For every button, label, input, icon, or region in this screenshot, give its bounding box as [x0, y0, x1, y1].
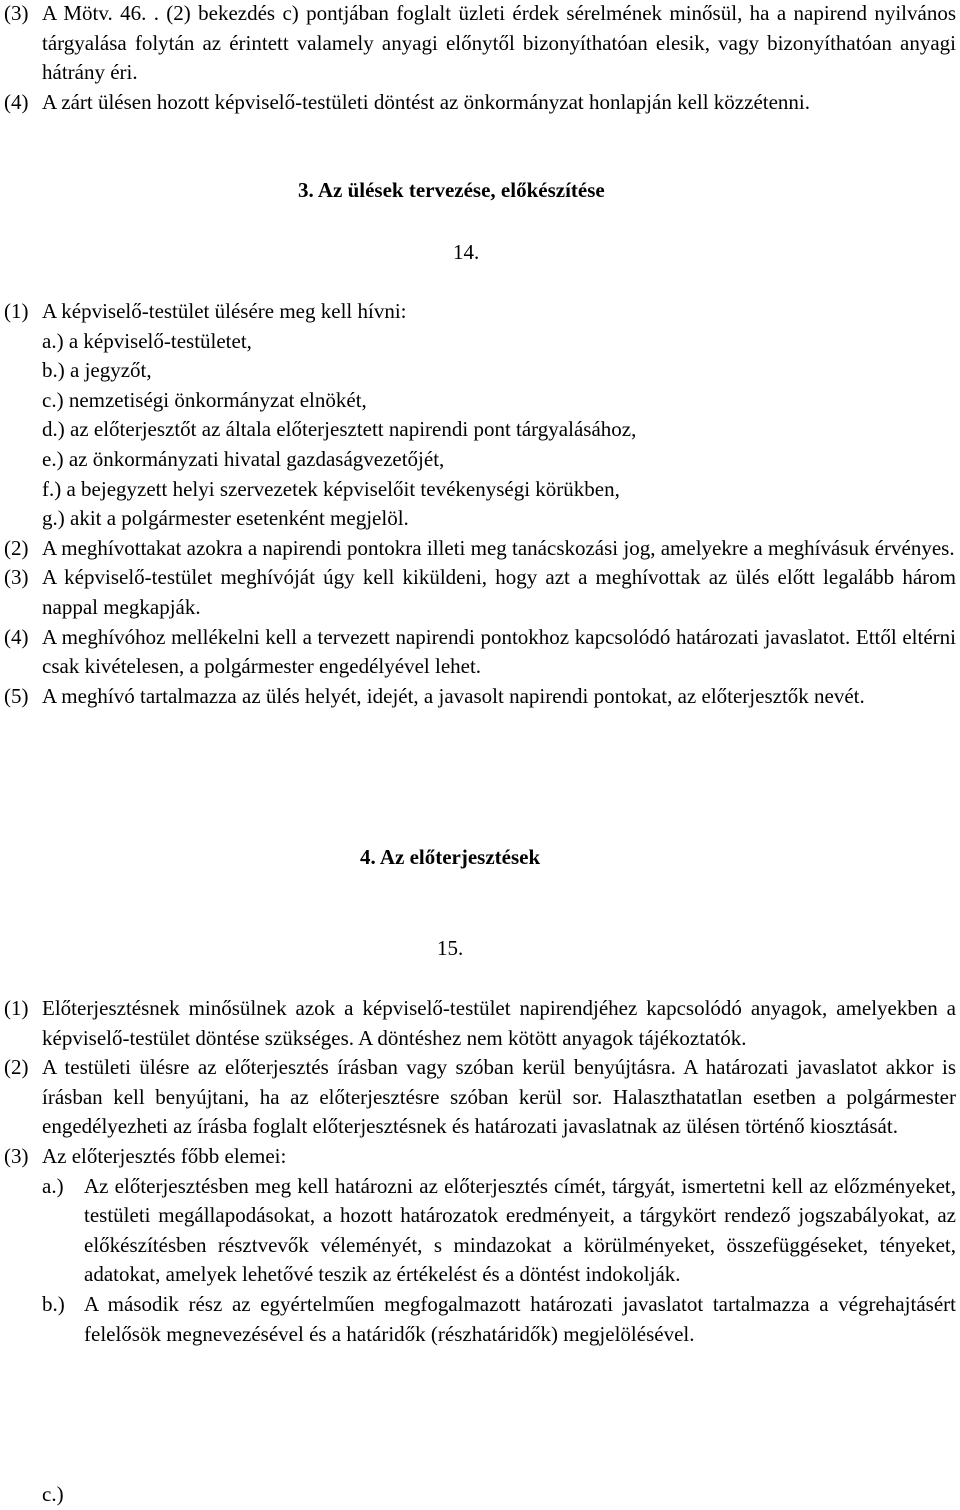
paragraph-text: A testületi ülésre az előterjesztés írásban vagy szóban kerül benyújtásra. A határozati javaslatot akkor is írásban kell benyújtani, ha az előterjesztésre szóban kerül sor. Halaszthatatlan esetben a polgármester engedélyezheti az írásba foglalt előterjesztésnek és határozati javaslatnak az ülésen történő kiosztását. — [42, 1055, 956, 1139]
paragraph-text: A zárt ülésen hozott képviselő-testületi döntést az önkormányzat honlapján kell közzétenni. — [42, 89, 811, 114]
intro-block — [4, 0, 956, 117]
section-3-heading: 3. Az ülések tervezése, előkészítése — [298, 178, 605, 202]
list-item: a.) a képviselő-testületet, — [42, 328, 252, 353]
paragraph-number: (1) — [4, 996, 29, 1020]
s4-paragraph-1 — [4, 994, 956, 1053]
list-item: f.) a bejegyzett helyi szervezetek képviselőit tevékenységi körükben, — [42, 476, 620, 501]
s3-paragraph-3 — [4, 563, 956, 622]
paragraph-number: (4) — [4, 624, 29, 649]
paragraph-number: (3) — [4, 565, 29, 590]
section-15-number: 15. — [437, 936, 464, 960]
paragraph-number: (3) — [4, 1143, 29, 1168]
s4-subitem-b — [42, 1290, 956, 1349]
paragraph-number: (2) — [4, 1055, 29, 1080]
s4-paragraph-2 — [4, 1053, 956, 1142]
list-item: c.) nemzetiségi önkormányzat elnökét, — [42, 387, 367, 412]
paragraph-text: A képviselő-testület meghívóját úgy kell kiküldeni, hogy azt a meghívottak az ülés előtt legalább három nappal megkapják. — [42, 565, 956, 619]
list-item: e.) az önkormányzati hivatal gazdaságvezetőjét, — [42, 446, 445, 471]
section-14-number: 14. — [453, 240, 480, 264]
paragraph-number: (1) — [4, 299, 29, 323]
paragraph-number: (5) — [4, 683, 29, 708]
paragraph-text: A meghívottakat azokra a napirendi pontokra illeti meg tanácskozási jog, amelyekre a meghívásuk érvényes. — [42, 535, 955, 560]
s3-paragraph-5 — [4, 682, 956, 712]
s3-paragraph-2 — [4, 534, 956, 564]
paragraph-text: A meghívó tartalmazza az ülés helyét, idejét, a javasolt napirendi pontokat, az előterjesztők nevét. — [42, 683, 865, 708]
s4-subitem-c-label: c.) — [42, 1482, 64, 1506]
paragraph-number: (2) — [4, 535, 29, 560]
list-item: g.) akit a polgármester esetenként megjelöl. — [42, 506, 409, 531]
paragraph-text: Előterjesztésnek minősülnek azok a képviselő-testület napirendjéhez kapcsolódó anyagok, amelyekben a képviselő-testület döntése szükséges. A döntéshez nem kötött anyagok tájékoztatók. — [42, 996, 956, 1050]
s3-paragraph-4 — [4, 623, 956, 682]
s3-paragraph-1 — [4, 297, 956, 327]
subitem-label: b.) — [42, 1291, 65, 1316]
subitem-text: A második rész az egyértelműen megfogalmazott határozati javaslatot tartalmazza a végrehajtásért felelősök megnevezésével és a határidők (részhatáridők) megjelölésével. — [84, 1291, 956, 1346]
s4-paragraph-3 — [4, 1142, 956, 1172]
paragraph-text: A meghívóhoz mellékelni kell a tervezett napirendi pontokhoz kapcsolódó határozati javaslatot. Ettől eltérni csak kivételesen, a polgármester engedélyével lehet. — [42, 624, 956, 679]
paragraph-text: A Mötv. 46. . (2) bekezdés c) pontjában foglalt üzleti érdek sérelmének minősül, ha a napirend nyilvános tárgyalása folytán az érintett valamely anyagi előnytől bizonyíthatóan elesik, vagy bizonyíthatóan anyagi hátrány éri. — [42, 1, 956, 85]
paragraph-number: (3) — [4, 1, 29, 25]
list-item: d.) az előterjesztőt az általa előterjesztett napirendi pont tárgyalásához, — [42, 417, 637, 442]
subitem-label: a.) — [42, 1173, 64, 1198]
section-3-body — [4, 297, 956, 711]
paragraph-3 — [4, 0, 956, 88]
paragraph-text: A képviselő-testület ülésére meg kell hívni: — [42, 299, 407, 323]
paragraph-4 — [4, 88, 956, 118]
paragraph-text: Az előterjesztés főbb elemei: — [42, 1143, 287, 1168]
list-item: b.) a jegyzőt, — [42, 358, 152, 383]
section-4-body — [4, 994, 956, 1349]
s4-subitem-a — [42, 1172, 956, 1290]
subitem-text: Az előterjesztésben meg kell határozni az előterjesztés címét, tárgyát, ismertetni kell az előzményeket, testületi megállapodásokat, a hozott határozatok eredményeit, a tárgykört rendező jogszabályokat, az előkészítésben résztvevők véleményét, s mindazokat a körülményeket, összefüggéseket, tényeket, adatokat, amelyek lehetővé teszik az értékelést és a döntést indokolják. — [84, 1173, 956, 1287]
section-4-heading: 4. Az előterjesztések — [360, 845, 541, 869]
paragraph-number: (4) — [4, 89, 29, 114]
